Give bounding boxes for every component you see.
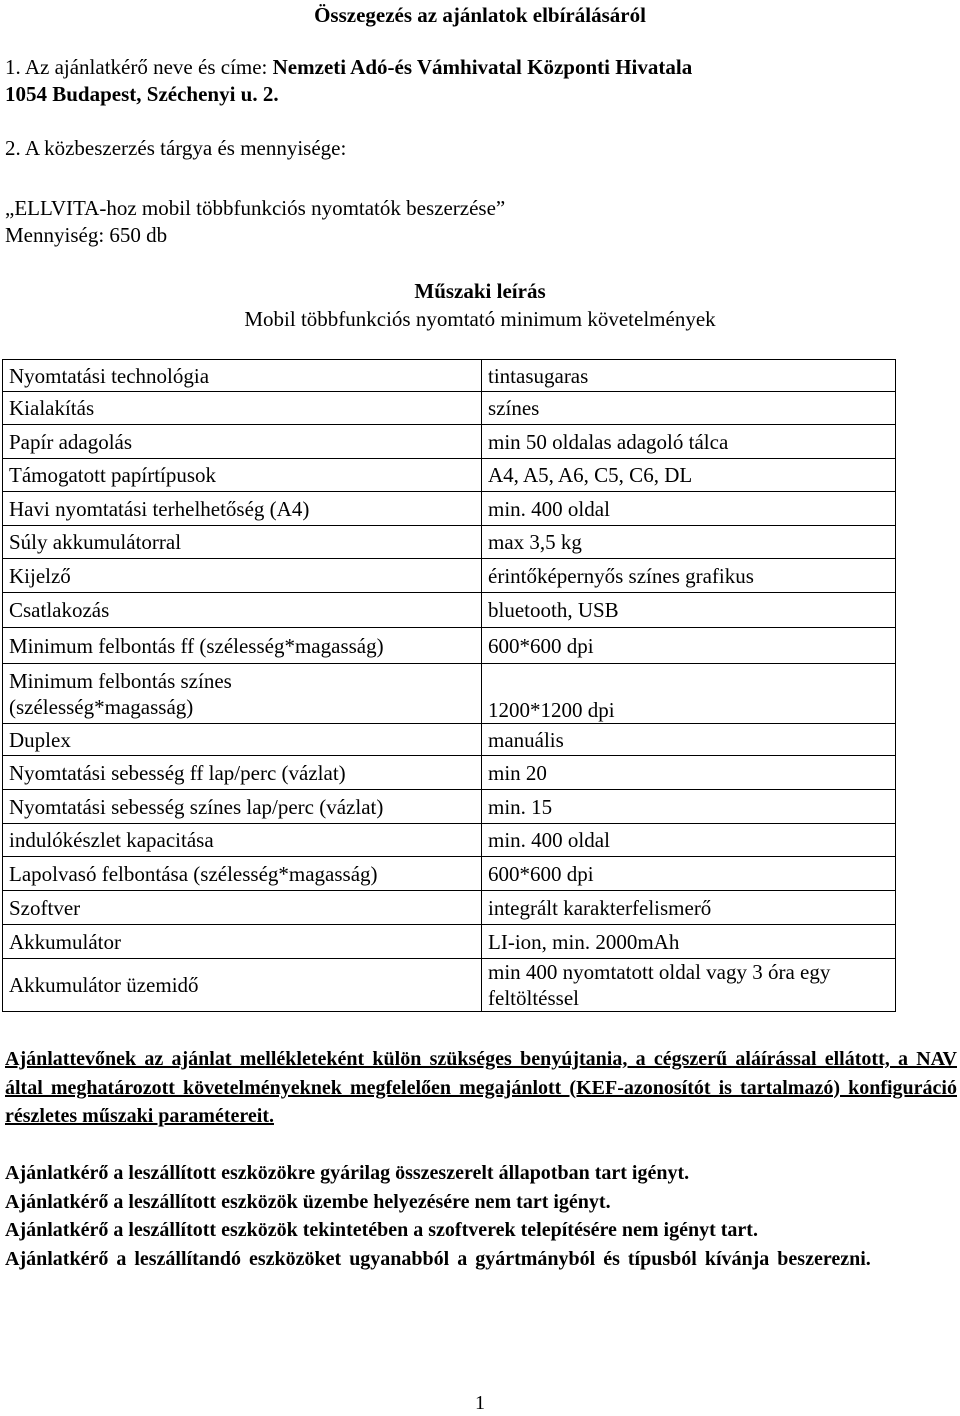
spec-key: Minimum felbontás színes (szélesség*magasság) [3, 664, 482, 724]
spec-key: Duplex [3, 724, 482, 756]
spec-row [3, 392, 896, 425]
procurement-quantity: Mennyiség: 650 db [5, 223, 168, 247]
spec-row [3, 857, 896, 891]
spec-row [3, 425, 896, 459]
spec-key: Papír adagolás [3, 425, 482, 459]
spec-row [3, 593, 896, 628]
spec-key: Szoftver [3, 891, 482, 925]
requirement-line: Ajánlatkérő a leszállított eszközök tekintetében a szoftverek telepítésére nem igényt tart. [5, 1219, 758, 1241]
spec-key: Támogatott papírtípusok [3, 459, 482, 492]
notice-paragraph: Ajánlattevőnek az ajánlat mellékleteként külön szükséges benyújtania, a cégszerű aláírással ellátott, a NAV által meghatározott követelményeknek megfelelően megajánlott (KEF-azonosítót is tartalmazó) konfiguráció részletes műszaki paramétereit. [5, 1048, 957, 1127]
spec-key: Kialakítás [3, 392, 482, 425]
spec-key: Minimum felbontás ff (szélesség*magasság) [3, 628, 482, 664]
spec-subtitle: Mobil többfunkciós nyomtató minimum követelmények [244, 307, 716, 331]
requirement-line: Ajánlatkérő a leszállított eszközökre gyárilag összeszerelt állapotban tart igényt. [5, 1162, 690, 1184]
spec-row [3, 891, 896, 925]
spec-row [3, 526, 896, 559]
page-number: 1 [475, 1392, 485, 1414]
authority-address: 1054 Budapest, Széchenyi u. 2. [5, 82, 279, 106]
requirement-line: Ajánlatkérő a leszállított eszközök üzembe helyezésére nem tart igényt. [5, 1190, 611, 1213]
spec-row [3, 360, 896, 392]
requirement-line: Ajánlatkérő a leszállítandó eszközöket ugyanabból a gyártmányból és típusból kívánja beszerezni. [5, 1247, 871, 1270]
procurement-subject-heading: 2. A közbeszerzés tárgya és mennyisége: [5, 136, 347, 160]
spec-row [3, 628, 896, 664]
procurement-subject: „ELLVITA-hoz mobil többfunkciós nyomtatók beszerzése” [5, 196, 506, 220]
spec-key: Nyomtatási technológia [3, 360, 482, 392]
spec-value: min 20 [482, 756, 896, 790]
spec-row [3, 959, 896, 1012]
spec-key: Csatlakozás [3, 593, 482, 628]
spec-row [3, 925, 896, 959]
spec-key: Akkumulátor [3, 925, 482, 959]
spec-value: bluetooth, USB [482, 593, 896, 628]
spec-value: min. 15 [482, 790, 896, 824]
spec-key: Nyomtatási sebesség színes lap/perc (vázlat) [3, 790, 482, 824]
authority-label: 1. Az ajánlatkérő neve és címe: [5, 55, 273, 79]
spec-key: indulókészlet kapacitása [3, 824, 482, 857]
spec-value: min. 400 oldal [482, 824, 896, 857]
spec-row [3, 459, 896, 492]
authority-name: Nemzeti Adó-és Vámhivatal Központi Hivatala [272, 55, 693, 79]
spec-value: integrált karakterfelismerő [482, 891, 896, 925]
spec-key: Súly akkumulátorral [3, 526, 482, 559]
spec-key: Havi nyomtatási terhelhetőség (A4) [3, 492, 482, 526]
spec-row [3, 756, 896, 790]
spec-row [3, 790, 896, 824]
contracting-authority-line [5, 54, 692, 80]
spec-key: Kijelző [3, 559, 482, 593]
spec-row [3, 824, 896, 857]
spec-value: min 50 oldalas adagoló tálca [482, 425, 896, 459]
spec-value: tintasugaras [482, 360, 896, 392]
spec-row [3, 492, 896, 526]
document-title: Összegezés az ajánlatok elbírálásáról [314, 3, 646, 27]
spec-value: min 400 nyomtatott oldal vagy 3 óra egy feltöltéssel [482, 959, 896, 1012]
spec-value: 600*600 dpi [482, 628, 896, 664]
spec-value: manuális [482, 724, 896, 756]
spec-key: Nyomtatási sebesség ff lap/perc (vázlat) [3, 756, 482, 790]
spec-value: 1200*1200 dpi [482, 664, 896, 724]
spec-value: érintőképernyős színes grafikus [482, 559, 896, 593]
spec-row [3, 559, 896, 593]
requirements-block [5, 1159, 957, 1273]
spec-row [3, 664, 896, 724]
spec-value: max 3,5 kg [482, 526, 896, 559]
spec-value: A4, A5, A6, C5, C6, DL [482, 459, 896, 492]
spec-row [3, 724, 896, 756]
spec-value: 600*600 dpi [482, 857, 896, 891]
spec-value: LI-ion, min. 2000mAh [482, 925, 896, 959]
spec-title: Műszaki leírás [414, 279, 546, 303]
spec-value: színes [482, 392, 896, 425]
spec-key: Lapolvasó felbontása (szélesség*magasság) [3, 857, 482, 891]
spec-key: Akkumulátor üzemidő [3, 959, 482, 1012]
spec-value: min. 400 oldal [482, 492, 896, 526]
spec-table [2, 359, 896, 1012]
